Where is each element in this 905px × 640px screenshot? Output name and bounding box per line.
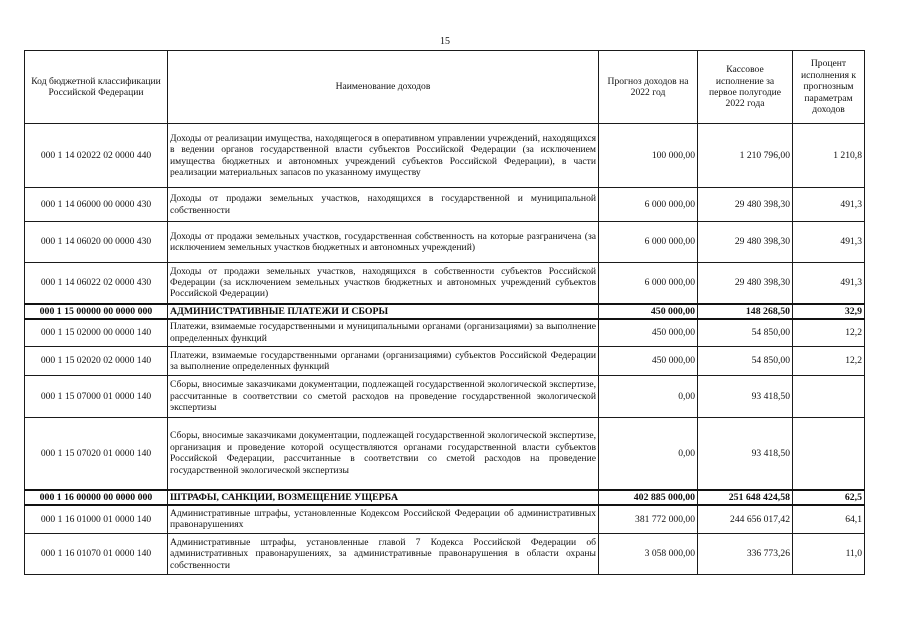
executed-amount: 1 210 796,00	[698, 124, 793, 188]
budget-code: 000 1 16 01070 01 0000 140	[25, 534, 168, 575]
execution-percent: 64,1	[793, 505, 865, 534]
budget-code: 000 1 15 02020 02 0000 140	[25, 347, 168, 376]
executed-amount: 148 268,50	[698, 304, 793, 319]
income-name: Доходы от реализации имущества, находящегося в оперативном управлении учреждений, находящихся в ведении органов государственной власти субъектов Российской Федерации (за исключением имущества бюджетных и автономных учреждений субъектов Российской Федерации), в части реализации материальных запасов по указанному имуществу	[168, 124, 599, 188]
table-row	[25, 222, 865, 263]
execution-percent: 12,2	[793, 347, 865, 376]
executed-amount: 54 850,00	[698, 319, 793, 347]
table-row	[25, 263, 865, 304]
budget-code: 000 1 15 07020 01 0000 140	[25, 418, 168, 490]
budget-code: 000 1 16 01000 01 0000 140	[25, 505, 168, 534]
execution-percent: 491,3	[793, 222, 865, 263]
executed-amount: 93 418,50	[698, 418, 793, 490]
income-name: ШТРАФЫ, САНКЦИИ, ВОЗМЕЩЕНИЕ УЩЕРБА	[168, 490, 599, 505]
table-row	[25, 124, 865, 188]
execution-percent: 1 210,8	[793, 124, 865, 188]
header-executed: Кассовое исполнение за первое полугодие 2022 года	[698, 51, 793, 124]
header-code: Код бюджетной классификации Российской Федерации	[25, 51, 168, 124]
income-name: АДМИНИСТРАТИВНЫЕ ПЛАТЕЖИ И СБОРЫ	[168, 304, 599, 319]
executed-amount: 29 480 398,30	[698, 222, 793, 263]
forecast-amount: 450 000,00	[599, 304, 698, 319]
forecast-amount: 6 000 000,00	[599, 188, 698, 222]
income-name: Доходы от продажи земельных участков, находящихся в государственной и муниципальной собственности	[168, 188, 599, 222]
income-name: Доходы от продажи земельных участков, государственная собственность на которые разграничена (за исключением земельных участков бюджетных и автономных учреждений)	[168, 222, 599, 263]
executed-amount: 54 850,00	[698, 347, 793, 376]
execution-percent: 11,0	[793, 534, 865, 575]
forecast-amount: 3 058 000,00	[599, 534, 698, 575]
budget-code: 000 1 16 00000 00 0000 000	[25, 490, 168, 505]
execution-percent: 12,2	[793, 319, 865, 347]
budget-code: 000 1 15 02000 00 0000 140	[25, 319, 168, 347]
table-row	[25, 376, 865, 418]
budget-code: 000 1 14 02022 02 0000 440	[25, 124, 168, 188]
section-total-row	[25, 304, 865, 319]
income-name: Сборы, вносимые заказчиками документации, подлежащей государственной экологической экспертизе, рассчитанные в соответствии со сметой расходов на проведение государственной экологической экспертизы	[168, 376, 599, 418]
header-percent: Процент исполнения к прогнозным параметрам доходов	[793, 51, 865, 124]
forecast-amount: 381 772 000,00	[599, 505, 698, 534]
executed-amount: 244 656 017,42	[698, 505, 793, 534]
page-number: 15	[440, 36, 450, 47]
execution-percent: 32,9	[793, 304, 865, 319]
budget-code: 000 1 14 06000 00 0000 430	[25, 188, 168, 222]
income-name: Платежи, взимаемые государственными органами (организациями) субъектов Российской Федерации за выполнение определенных функций	[168, 347, 599, 376]
table-row	[25, 188, 865, 222]
executed-amount: 29 480 398,30	[698, 263, 793, 304]
execution-percent: 62,5	[793, 490, 865, 505]
budget-code: 000 1 14 06020 00 0000 430	[25, 222, 168, 263]
income-name: Доходы от продажи земельных участков, находящихся в собственности субъектов Российской Федерации (за исключением земельных участков бюджетных и автономных учреждений субъектов Российской Федерации)	[168, 263, 599, 304]
forecast-amount: 100 000,00	[599, 124, 698, 188]
table-row	[25, 534, 865, 575]
execution-percent: 491,3	[793, 263, 865, 304]
executed-amount: 93 418,50	[698, 376, 793, 418]
budget-code: 000 1 14 06022 02 0000 430	[25, 263, 168, 304]
budget-code: 000 1 15 07000 01 0000 140	[25, 376, 168, 418]
income-name: Сборы, вносимые заказчиками документации, подлежащей государственной экологической экспертизе, организация и проведение которой осуществляются органами государственной власти субъектов Российской Федерации, рассчитанные в соответствии со сметой расходов на проведение государственной экологической экспертизы	[168, 418, 599, 490]
execution-percent: 491,3	[793, 188, 865, 222]
table-row	[25, 347, 865, 376]
executed-amount: 336 773,26	[698, 534, 793, 575]
execution-percent	[793, 376, 865, 418]
table-row	[25, 505, 865, 534]
section-total-row	[25, 490, 865, 505]
forecast-amount: 6 000 000,00	[599, 263, 698, 304]
forecast-amount: 450 000,00	[599, 347, 698, 376]
header-forecast: Прогноз доходов на 2022 год	[599, 51, 698, 124]
income-name: Административные штрафы, установленные Кодексом Российской Федерации об административных правонарушениях	[168, 505, 599, 534]
forecast-amount: 402 885 000,00	[599, 490, 698, 505]
forecast-amount: 450 000,00	[599, 319, 698, 347]
executed-amount: 251 648 424,58	[698, 490, 793, 505]
table-row	[25, 319, 865, 347]
forecast-amount: 0,00	[599, 376, 698, 418]
table-header	[25, 51, 865, 124]
income-name: Административные штрафы, установленные главой 7 Кодекса Российской Федерации об административных правонарушениях, за административные правонарушения в области охраны собственности	[168, 534, 599, 575]
header-name: Наименование доходов	[168, 51, 599, 124]
executed-amount: 29 480 398,30	[698, 188, 793, 222]
table-row	[25, 418, 865, 490]
income-name: Платежи, взимаемые государственными и муниципальными органами (организациями) за выполнение определенных функций	[168, 319, 599, 347]
budget-table	[24, 50, 865, 575]
forecast-amount: 6 000 000,00	[599, 222, 698, 263]
execution-percent	[793, 418, 865, 490]
budget-code: 000 1 15 00000 00 0000 000	[25, 304, 168, 319]
forecast-amount: 0,00	[599, 418, 698, 490]
